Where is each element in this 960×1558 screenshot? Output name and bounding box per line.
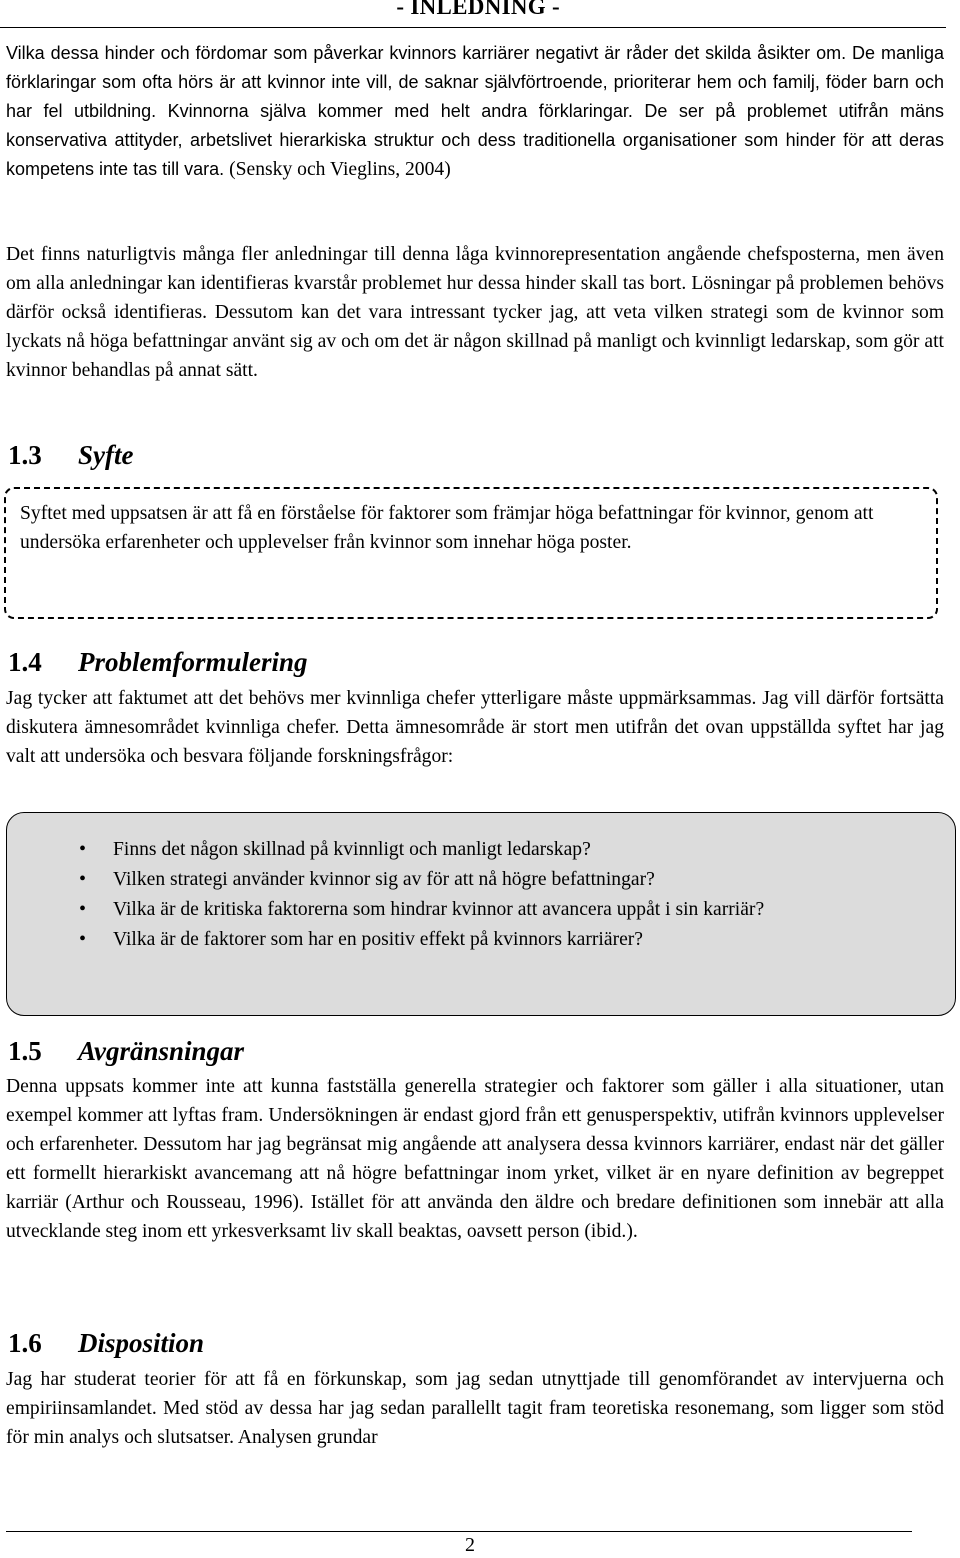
question-text: Finns det någon skillnad på kvinnligt och manligt ledarskap? <box>113 839 591 860</box>
chapter-title: - INLEDNING - <box>396 0 560 19</box>
research-questions-list <box>7 835 955 955</box>
purpose-box <box>4 487 938 619</box>
section-heading-problemformulering <box>8 647 308 677</box>
delimitation-paragraph: Denna uppsats kommer inte att kunna fastställa generella strategier och faktorer som gäller i alla situationer, utan exempel kommer att lyftas fram. Undersökningen är endast gjord från ett genusperspektiv, utifrån kvinnors upplevelser och erfarenheter. Dessutom har jag begränsat mig angående att analysera dessa kvinnors karriärer, endast när det gäller ett formellt hierarkiskt avancemang att nå högre befattningar inom yrket, vilket är en nyare definition av begreppet karriär (Arthur och Rousseau, 1996). Istället för att använda den äldre och bredare definitionen som innebär att alla utvecklande steg inom ett yrkesverksamt liv skall beaktas, oavsett person (ibid.). <box>6 1076 944 1242</box>
list-item <box>7 895 955 924</box>
page-number <box>0 1534 960 1557</box>
page-header <box>0 0 960 24</box>
section-number: 1.5 <box>8 1036 42 1066</box>
bullet-icon: • <box>79 838 87 860</box>
header-rule <box>0 27 946 28</box>
question-text: Vilken strategi använder kvinnor sig av för att nå högre befattningar? <box>113 869 655 890</box>
footer-rule <box>6 1531 912 1532</box>
section-heading-syfte <box>8 440 133 470</box>
list-item <box>7 925 955 954</box>
disposition-paragraph: Jag har studerat teorier för att få en förkunskap, som jag sedan utnyttjade till genomförandet av intervjuerna och empiriinsamlandet. Med stöd av dessa har jag sedan parallellt tagit fram teoretiska resonemang, som ligger som stöd för min analys och slutsatser. Analysen grundar <box>6 1369 944 1448</box>
section-title: Problemformulering <box>78 647 308 677</box>
question-text: Vilka är de faktorer som har en positiv effekt på kvinnors karriärer? <box>113 929 644 950</box>
section-title: Avgränsningar <box>78 1036 245 1066</box>
research-questions-box <box>6 812 956 1016</box>
list-item <box>7 865 955 894</box>
problem-paragraph: Jag tycker att faktumet att det behövs mer kvinnliga chefer ytterligare måste uppmärksammas. Jag vill därför fortsätta diskutera ämnesområdet kvinnliga chefer. Detta ämnesområde är stort men utifrån det ovan uppställda syftet har jag valt att undersöka och besvara följande forskningsfrågor: <box>6 688 944 767</box>
page-number-text: 2 <box>465 1534 475 1556</box>
section-number: 1.4 <box>8 647 42 677</box>
purpose-text: Syftet med uppsatsen är att få en förståelse för faktorer som främjar höga befattningar för kvinnor, genom att undersöka erfarenheter och upplevelser från kvinnor som innehar höga poster. <box>20 503 874 553</box>
list-item <box>7 835 955 864</box>
section-heading-disposition <box>8 1328 204 1358</box>
section-heading-avgransningar <box>8 1036 244 1066</box>
intro-paragraph-1 <box>6 39 944 184</box>
section-number: 1.6 <box>8 1328 42 1358</box>
question-text: Vilka är de kritiska faktorerna som hindrar kvinnor att avancera uppåt i sin karriär? <box>113 899 765 920</box>
bullet-icon: • <box>79 898 87 920</box>
intro-paragraph-2: Det finns naturligtvis många fler anledningar till denna låga kvinnorepresentation angående chefsposterna, men även om alla anledningar kan identifieras kvarstår problemet hur dessa hinder skall tas bort. Lösningar på problemen behövs därför också identifieras. Dessutom kan det vara intressant tycker jag, att veta vilken strategi som de kvinnor som lyckats nå höga befattningar använt sig av och om det är någon skillnad på manligt och kvinnligt ledarskap, som gör att kvinnor behandlas på annat sätt. <box>6 244 944 381</box>
intro-paragraph-1-text: Vilka dessa hinder och fördomar som påverkar kvinnors karriärer negativt är råder det skilda åsikter om. De manliga förklaringar som ofta hörs är att kvinnor inte vill, de saknar självförtroende, prioriterar hem och familj, föder barn och har fel utbildning. Kvinnorna själva kommer med helt andra förklaringar. De ser på problemet utifrån mäns konservativa attityder, arbetslivet hierarkiska struktur och dess traditionella organisationer som hinder för att deras kompetens inte tas till vara. <box>6 43 944 179</box>
intro-citation: (Sensky och Vieglins, 2004) <box>229 159 451 180</box>
section-title: Disposition <box>78 1328 205 1358</box>
bullet-icon: • <box>79 928 87 950</box>
section-title: Syfte <box>78 440 134 470</box>
bullet-icon: • <box>79 868 87 890</box>
section-number: 1.3 <box>8 440 42 470</box>
